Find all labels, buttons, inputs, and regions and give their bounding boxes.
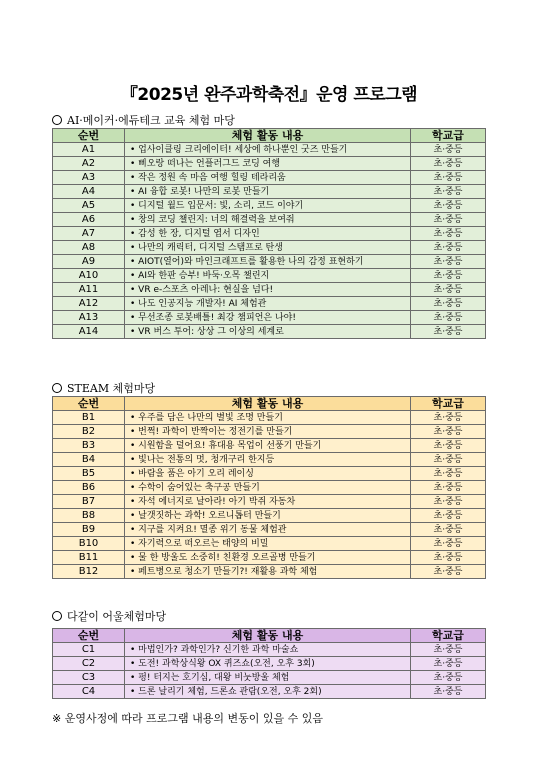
activity-text: • AI와 한판 승부! 바둑·오목 챌린지	[130, 271, 269, 281]
activity-text: • 도전! 과학상식왕 OX 퀴즈쇼(오전, 오후 3회)	[130, 659, 315, 669]
program-code: A14	[53, 325, 125, 339]
program-code: A4	[53, 185, 125, 199]
activity-text: • 감성 한 장, 디지털 엽서 디자인	[130, 229, 260, 239]
program-activity	[125, 467, 411, 481]
program-code: B2	[53, 425, 125, 439]
program-activity	[125, 439, 411, 453]
program-code: B11	[53, 551, 125, 565]
program-code: A1	[53, 143, 125, 157]
program-grade: 초·중등	[411, 411, 486, 425]
program-activity	[125, 143, 411, 157]
activity-text: • 디지털 월드 입문서: 빛, 소리, 코드 이야기	[130, 201, 303, 211]
program-code: A9	[53, 255, 125, 269]
footnote: ※ 운영사정에 따라 프로그램 내용의 변동이 있을 수 있음	[52, 712, 323, 725]
program-activity	[125, 671, 411, 685]
circle-bullet-icon	[52, 611, 62, 621]
program-code: A10	[53, 269, 125, 283]
program-code: A7	[53, 227, 125, 241]
program-grade: 초·중등	[411, 439, 486, 453]
col-header-grade: 학교급	[411, 129, 486, 143]
program-activity	[125, 425, 411, 439]
program-grade: 초·중등	[411, 495, 486, 509]
program-code: A8	[53, 241, 125, 255]
activity-text: • 물 한 방울도 소중히! 친환경 오르골병 만들기	[130, 553, 315, 563]
program-grade: 초·중등	[411, 509, 486, 523]
program-grade: 초·중등	[411, 523, 486, 537]
col-header-num: 순번	[53, 629, 125, 643]
table-row	[53, 241, 486, 255]
activity-text: • 무선조종 로봇배틀! 최강 챔피언은 나야!	[130, 313, 296, 323]
col-header-activity: 체험 활동 내용	[125, 397, 411, 411]
col-header-activity: 체험 활동 내용	[125, 129, 411, 143]
program-activity	[125, 297, 411, 311]
activity-text: • VR 버스 투어: 상상 그 이상의 세계로	[130, 327, 284, 337]
program-grade: 초·중등	[411, 269, 486, 283]
program-grade: 초·중등	[411, 325, 486, 339]
activity-text: • 바람을 품은 아기 오리 레이싱	[130, 469, 254, 479]
table-row	[53, 255, 486, 269]
program-code: C2	[53, 657, 125, 671]
table-row	[53, 185, 486, 199]
program-grade: 초·중등	[411, 213, 486, 227]
program-code: B3	[53, 439, 125, 453]
activity-text: • 업사이클링 크리에이터! 세상에 하나뿐인 굿즈 만들기	[130, 145, 347, 155]
program-activity	[125, 185, 411, 199]
table-row	[53, 537, 486, 551]
program-activity	[125, 199, 411, 213]
program-activity	[125, 509, 411, 523]
program-grade: 초·중등	[411, 199, 486, 213]
table-row	[53, 643, 486, 657]
section-heading-together: 다같이 어울체험마당	[52, 608, 166, 624]
circle-bullet-icon	[52, 383, 62, 393]
section-heading-steam: STEAM 체험마당	[52, 380, 155, 396]
activity-text: • 우주를 담은 나만의 별빛 조명 만들기	[130, 413, 283, 423]
program-activity	[125, 255, 411, 269]
program-activity	[125, 537, 411, 551]
program-code: C1	[53, 643, 125, 657]
section-heading-ai-maker: AI·메이커·에듀테크 교육 체험 마당	[52, 112, 235, 128]
circle-bullet-icon	[52, 115, 62, 125]
table-row	[53, 199, 486, 213]
activity-text: • 자기력으로 떠오르는 태양의 비밀	[130, 539, 268, 549]
table-row	[53, 297, 486, 311]
program-code: B1	[53, 411, 125, 425]
activity-text: • AIOT(열어)와 마인크래프트를 활용한 나의 감정 표현하기	[130, 257, 363, 267]
program-code: A6	[53, 213, 125, 227]
table-row	[53, 325, 486, 339]
activity-text: • 나만의 캐릭터, 디지털 스탬프로 탄생	[130, 243, 283, 253]
program-code: A5	[53, 199, 125, 213]
table-row	[53, 157, 486, 171]
activity-text: • 마법인가? 과학인가? 신기한 과학 마술쇼	[130, 645, 298, 655]
program-grade: 초·중등	[411, 227, 486, 241]
program-activity	[125, 685, 411, 699]
table-row	[53, 227, 486, 241]
program-table-ai-maker	[52, 128, 486, 339]
program-grade: 초·중등	[411, 467, 486, 481]
activity-text: • 드론 날리기 체험, 드론쇼 관람(오전, 오후 2회)	[130, 687, 322, 697]
program-activity	[125, 565, 411, 579]
table-row	[53, 425, 486, 439]
activity-text: • 수학이 숨어있는 축구공 만들기	[130, 483, 260, 493]
col-header-activity: 체험 활동 내용	[125, 629, 411, 643]
table-row	[53, 439, 486, 453]
program-code: B9	[53, 523, 125, 537]
program-grade: 초·중등	[411, 241, 486, 255]
program-grade: 초·중등	[411, 425, 486, 439]
program-activity	[125, 283, 411, 297]
program-grade: 초·중등	[411, 565, 486, 579]
program-activity	[125, 157, 411, 171]
program-activity	[125, 495, 411, 509]
program-activity	[125, 643, 411, 657]
col-header-num: 순번	[53, 397, 125, 411]
program-code: B10	[53, 537, 125, 551]
program-activity	[125, 453, 411, 467]
table-row	[53, 551, 486, 565]
program-grade: 초·중등	[411, 671, 486, 685]
table-row	[53, 565, 486, 579]
activity-text: • 날갯짓하는 과학! 오르니톱터 만들기	[130, 511, 281, 521]
program-activity	[125, 325, 411, 339]
activity-text: • 펑! 터지는 호기심, 대왕 비눗방울 체험	[130, 673, 289, 683]
program-grade: 초·중등	[411, 297, 486, 311]
program-code: A12	[53, 297, 125, 311]
program-grade: 초·중등	[411, 185, 486, 199]
program-code: C3	[53, 671, 125, 685]
program-activity	[125, 213, 411, 227]
program-activity	[125, 411, 411, 425]
program-activity	[125, 481, 411, 495]
program-code: A13	[53, 311, 125, 325]
program-code: A3	[53, 171, 125, 185]
program-grade: 초·중등	[411, 255, 486, 269]
program-table-steam	[52, 396, 486, 579]
program-grade: 초·중등	[411, 657, 486, 671]
program-code: B4	[53, 453, 125, 467]
program-grade: 초·중등	[411, 537, 486, 551]
program-code: B6	[53, 481, 125, 495]
table-row	[53, 685, 486, 699]
program-code: A11	[53, 283, 125, 297]
program-table-together	[52, 628, 486, 699]
activity-text: • VR e-스포츠 아레나: 현실을 넘다!	[130, 285, 273, 295]
activity-text: • 지구를 지켜요! 멸종 위기 동물 체험관	[130, 525, 287, 535]
program-grade: 초·중등	[411, 171, 486, 185]
program-code: C4	[53, 685, 125, 699]
table-row	[53, 143, 486, 157]
program-code: B8	[53, 509, 125, 523]
program-grade: 초·중등	[411, 685, 486, 699]
col-header-num: 순번	[53, 129, 125, 143]
program-activity	[125, 227, 411, 241]
activity-text: • 시원함을 덜어요! 휴대용 목업이 선풍기 만들기	[130, 441, 321, 451]
table-row	[53, 269, 486, 283]
program-grade: 초·중등	[411, 283, 486, 297]
program-activity	[125, 241, 411, 255]
program-code: B7	[53, 495, 125, 509]
col-header-grade: 학교급	[411, 629, 486, 643]
table-row	[53, 509, 486, 523]
table-row	[53, 467, 486, 481]
program-activity	[125, 311, 411, 325]
table-row	[53, 213, 486, 227]
program-code: B12	[53, 565, 125, 579]
program-activity	[125, 551, 411, 565]
program-activity	[125, 269, 411, 283]
activity-text: • 삐오랑 떠나는 언플러그드 코딩 여행	[130, 159, 280, 169]
table-row	[53, 283, 486, 297]
page-title: 『2025년 완주과학축전』운영 프로그램	[120, 85, 418, 105]
program-grade: 초·중등	[411, 143, 486, 157]
activity-text: • 나도 인공지능 개발자! AI 체험관	[130, 299, 266, 309]
table-row	[53, 453, 486, 467]
program-activity	[125, 171, 411, 185]
table-row	[53, 671, 486, 685]
table-row	[53, 171, 486, 185]
program-activity	[125, 657, 411, 671]
activity-text: • 빛나는 전통의 멋, 청개구리 한지등	[130, 455, 274, 465]
program-grade: 초·중등	[411, 551, 486, 565]
program-grade: 초·중등	[411, 311, 486, 325]
table-row	[53, 411, 486, 425]
activity-text: • 창의 코딩 챌린지: 너의 해결력을 보여줘	[130, 215, 295, 225]
program-grade: 초·중등	[411, 643, 486, 657]
program-code: B5	[53, 467, 125, 481]
program-grade: 초·중등	[411, 481, 486, 495]
table-row	[53, 523, 486, 537]
program-activity	[125, 523, 411, 537]
table-row	[53, 495, 486, 509]
table-row	[53, 481, 486, 495]
activity-text: • 자석 에너지로 날아라! 아기 박쥐 자동차	[130, 497, 295, 507]
program-grade: 초·중등	[411, 157, 486, 171]
table-row	[53, 657, 486, 671]
col-header-grade: 학교급	[411, 397, 486, 411]
activity-text: • AI 융합 로봇! 나만의 로봇 만들기	[130, 187, 269, 197]
table-row	[53, 311, 486, 325]
activity-text: • 번쩍! 과학이 반짝이는 정전기를 만들기	[130, 427, 292, 437]
activity-text: • 페트병으로 청소기 만들기?! 재활용 과학 체험	[130, 567, 317, 577]
program-grade: 초·중등	[411, 453, 486, 467]
program-code: A2	[53, 157, 125, 171]
activity-text: • 작은 정원 속 마음 여행 힐링 테라리움	[130, 173, 286, 183]
